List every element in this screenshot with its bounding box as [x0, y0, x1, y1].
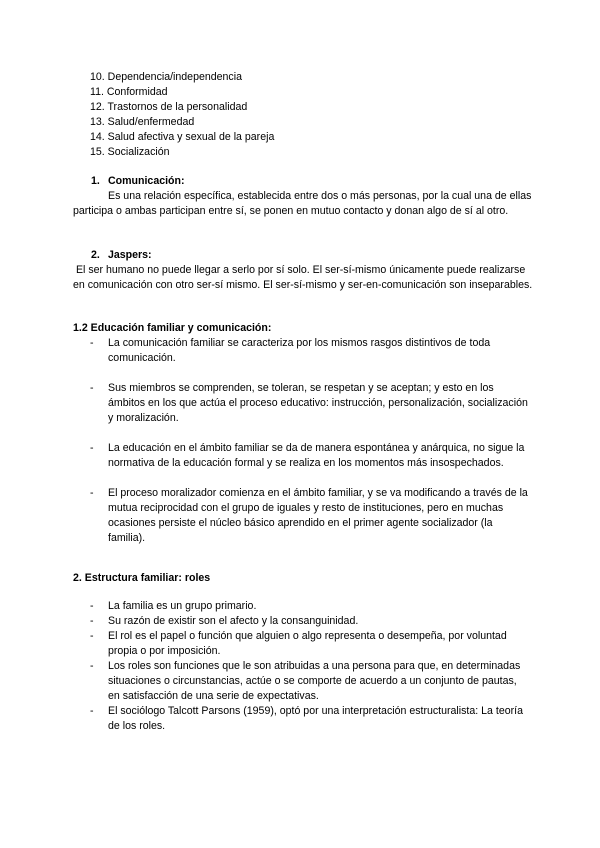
bullet-list-roles	[90, 599, 530, 734]
heading-number: 1.	[91, 175, 100, 187]
list-item: 14. Salud afectiva y sexual de la pareja	[90, 131, 275, 143]
list-item: 13. Salud/enfermedad	[90, 116, 195, 128]
heading-jaspers	[91, 248, 152, 263]
bullet-list-educacion	[90, 336, 530, 561]
list-item: 12. Trastornos de la personalidad	[90, 101, 248, 113]
section-title-educacion: 1.2 Educación familiar y comunicación:	[73, 322, 272, 334]
list-item: - El sociólogo Talcott Parsons (1959), optó por una interpretación estructuralista: La teoría de los roles.	[90, 704, 530, 734]
list-item: - Su razón de existir son el afecto y la consanguinidad.	[90, 614, 530, 629]
heading-comunicacion	[91, 174, 185, 189]
heading-title: Comunicación:	[108, 175, 185, 187]
list-item: - Sus miembros se comprenden, se toleran, se respetan y se aceptan; y esto en los ámbitos en los que actúa el proceso educativo: instrucción, personalización, socialización y moralización.	[90, 381, 530, 426]
list-item: - Los roles son funciones que le son atribuidas a una persona para que, en determinadas situaciones o circunstancias, actúe o se comporte de acuerdo a un conjunto de pautas, en satisfacción de una serie de expectativas.	[90, 659, 530, 704]
list-item: - La familia es un grupo primario.	[90, 599, 530, 614]
numbered-list	[90, 70, 274, 160]
list-item: 11. Conformidad	[90, 86, 168, 98]
list-item: 10. Dependencia/independencia	[90, 71, 242, 83]
list-item: - El rol es el papel o función que alguien o algo representa o desempeña, por voluntad propia o por imposición.	[90, 629, 530, 659]
list-item: - El proceso moralizador comienza en el ámbito familiar, y se va modificando a través de la mutua reciprocidad con el grupo de iguales y resto de instituciones, pero en muchas ocasiones persiste el núcleo básico aprendido en el primer agente socializador (la familia).	[90, 486, 530, 546]
list-item: - La educación en el ámbito familiar se da de manera espontánea y anárquica, no sigue la normativa de la educación formal y se realiza en los momentos más insospechados.	[90, 441, 530, 471]
paragraph-text: El ser humano no puede llegar a serlo por sí solo. El ser-sí-mismo únicamente puede realizarse en comunicación con otro ser-sí mismo. El ser-sí-mismo y ser-en-comunicación son inseparables.	[73, 264, 533, 291]
paragraph-comunicacion	[73, 189, 533, 219]
heading-number: 2.	[91, 249, 100, 261]
heading-title: Jaspers:	[108, 249, 152, 261]
list-item: - La comunicación familiar se caracteriza por los mismos rasgos distintivos de toda comunicación.	[90, 336, 530, 366]
list-item: 15. Socialización	[90, 146, 170, 158]
paragraph-jaspers	[73, 263, 533, 293]
section-title-estructura: 2. Estructura familiar: roles	[73, 572, 211, 584]
paragraph-text: Es una relación específica, establecida entre dos o más personas, por la cual una de ellas participa o ambas participan entre sí, se ponen en mutuo contacto y donan algo de sí al otro.	[73, 190, 532, 217]
